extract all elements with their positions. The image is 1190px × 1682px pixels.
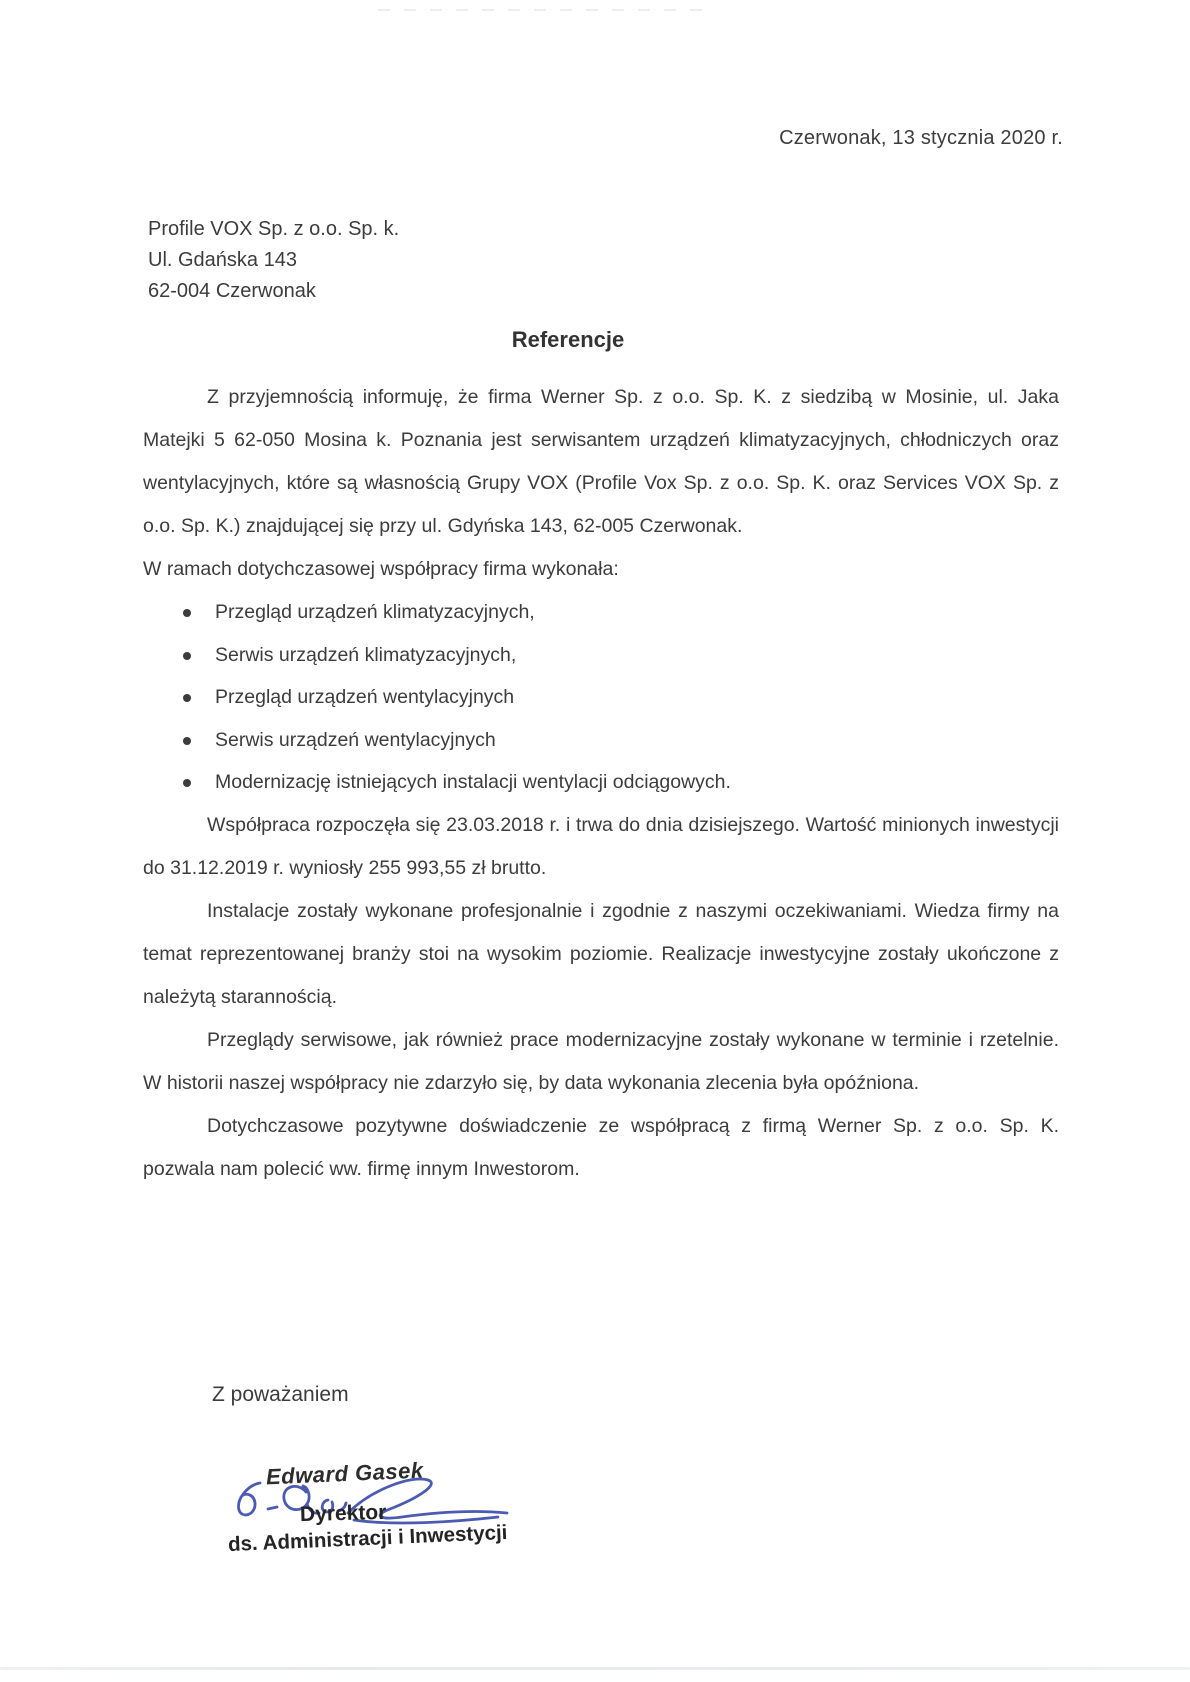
bullet-icon bbox=[183, 609, 191, 617]
list-item bbox=[143, 761, 1059, 804]
list-item bbox=[143, 719, 1059, 762]
recipient-address-block bbox=[148, 214, 399, 307]
list-item bbox=[143, 634, 1059, 677]
signer-subtitle: ds. Administracji i Inwestycji bbox=[227, 1520, 508, 1557]
list-item-label: Przegląd urządzeń wentylacyjnych bbox=[215, 686, 515, 708]
paragraph-list-intro: W ramach dotychczasowej współpracy firma wykonała: bbox=[143, 558, 619, 580]
bullet-icon bbox=[183, 694, 191, 702]
recipient-street: Ul. Gdańska 143 bbox=[148, 249, 297, 271]
list-item-label: Serwis urządzeń wentylacyjnych bbox=[215, 728, 496, 751]
list-item bbox=[143, 591, 1059, 634]
scan-edge-bottom bbox=[0, 1667, 1190, 1670]
letter-body bbox=[143, 376, 1059, 1191]
bullet-icon bbox=[183, 652, 191, 660]
list-item-label: Przegląd urządzeń klimatyzacyjnych, bbox=[215, 601, 535, 623]
recipient-city: 62-004 Czerwonak bbox=[148, 280, 316, 302]
paragraph-quality: Instalacje zostały wykonane profesjonalnie i zgodnie z naszymi oczekiwaniami. Wiedza firmy na temat reprezentowanej branży stoi na wysokim poziomie. Realizacje inwestycyjne zostały ukończone z należytą starannością. bbox=[143, 899, 1059, 1008]
bullet-icon bbox=[183, 779, 191, 787]
signer-title: Dyrektor bbox=[299, 1500, 387, 1527]
paragraph-recommendation: Dotychczasowe pozytywne doświadczenie ze współpracą z firmą Werner Sp. z o.o. Sp. K. pozwala nam polecić ww. firmę innym Inwestorom. bbox=[143, 1114, 1059, 1180]
paragraph-introduction: Z przyjemnością informuję, że firma Werner Sp. z o.o. Sp. K. z siedzibą w Mosinie, ul. Jaka Matejki 5 62-050 Mosina k. Poznania jest serwisantem urządzeń klimatyzacyjnych, chłodniczych oraz wentylacyjnych, które są własnością Grupy VOX (Profile Vox Sp. z o.o. Sp. K. oraz Services VOX Sp. z o.o. Sp. K.) znajdującej się przy ul. Gdyńska 143, 62-005 Czerwonak. bbox=[143, 386, 1059, 537]
signer-name-stamp: Edward Gasek bbox=[265, 1457, 425, 1490]
bullet-icon bbox=[183, 737, 191, 745]
list-item-label: Modernizację istniejących instalacji wentylacji odciągowych. bbox=[215, 771, 731, 793]
list-item-label: Serwis urządzeń klimatyzacyjnych, bbox=[215, 643, 517, 666]
document-title: Referencje bbox=[511, 327, 625, 352]
paragraph-cooperation-value: Współpraca rozpoczęła się 23.03.2018 r. i trwa do dnia dzisiejszego. Wartość minionych inwestycji do 31.12.2019 r. wyniosły 255 993,55 zł brutto. bbox=[143, 813, 1059, 879]
services-bullet-list bbox=[143, 591, 1059, 804]
recipient-company: Profile VOX Sp. z o.o. Sp. k. bbox=[148, 218, 400, 240]
list-item bbox=[143, 676, 1059, 719]
closing-salutation: Z poważaniem bbox=[212, 1383, 349, 1406]
paragraph-timeliness: Przeglądy serwisowe, jak również prace modernizacyjne zostały wykonane w terminie i rzetelnie. W historii naszej współpracy nie zdarzyło się, by data wykonania zlecenia była opóźniona. bbox=[143, 1028, 1059, 1094]
date-line: Czerwonak, 13 stycznia 2020 r. bbox=[779, 127, 1063, 149]
scan-artifact-top bbox=[378, 9, 710, 11]
